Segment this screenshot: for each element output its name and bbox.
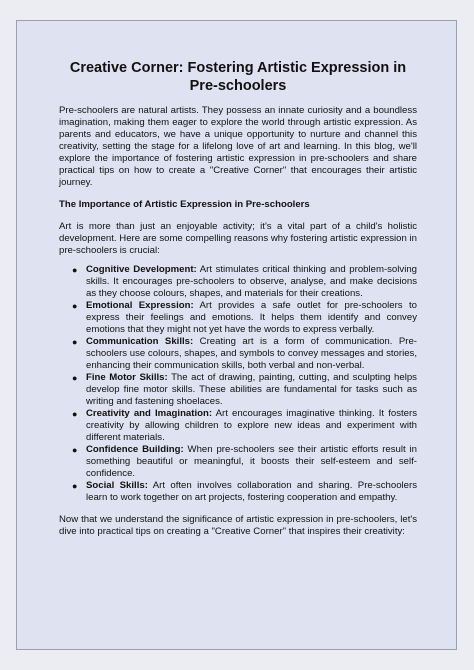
- bullet-icon: ●: [72, 445, 78, 455]
- list-item-text: Art encourages imaginative thinking. It fosters creativity by allowing children to explore new ideas and experiment with different materials.: [86, 408, 417, 443]
- list-item-text: Art provides a safe outlet for pre-schoolers to express their feelings and emotions. It helps them identify and convey emotions that they might not yet have the words to express verbally.: [86, 300, 417, 335]
- list-item: [59, 336, 417, 372]
- benefits-list: [59, 264, 417, 504]
- list-item-term: Creativity and Imagination:: [86, 408, 213, 419]
- bullet-icon: ●: [72, 301, 78, 311]
- page-title: Creative Corner: Fostering Artistic Expression in Pre-schoolers: [69, 60, 407, 94]
- list-item-term: Confidence Building:: [86, 444, 184, 455]
- bullet-icon: ●: [72, 481, 78, 491]
- list-item-term: Fine Motor Skills:: [86, 372, 168, 383]
- list-item-text: Art often involves collaboration and sharing. Pre-schoolers learn to work together on art projects, fostering cooperation and empathy.: [86, 480, 417, 503]
- list-item: [59, 408, 417, 444]
- document-page: [16, 20, 457, 650]
- bullet-icon: ●: [72, 265, 78, 275]
- list-item-term: Cognitive Development:: [86, 264, 197, 275]
- bullet-icon: ●: [72, 373, 78, 383]
- intro-paragraph: Pre-schoolers are natural artists. They possess an innate curiosity and a boundless imagination, making them eager to explore the world through artistic expression. As parents and educators, we have a unique opportunity to nurture and channel this creativity, setting the stage for a lifelong love of art and learning. In this blog, we'll explore the importance of fostering artistic expression in pre-schoolers and share practical tips on how to create a "Creative Corner" that encourages their artistic journey.: [59, 105, 417, 188]
- section-intro-paragraph: Art is more than just an enjoyable activity; it's a vital part of a child's holistic development. Here are some compelling reasons why fostering artistic expression in pre-schoolers is crucial:: [59, 221, 417, 256]
- closing-paragraph: Now that we understand the significance of artistic expression in pre-schoolers, let's dive into practical tips on creating a "Creative Corner" that inspires their creativity:: [59, 514, 417, 537]
- bullet-icon: ●: [72, 337, 78, 347]
- article: [59, 59, 417, 538]
- list-item-term: Emotional Expression:: [86, 300, 194, 311]
- list-item-text: Creating art is a form of communication. Pre-schoolers use colours, shapes, and symbols to convey messages and stories, enhancing their communication skills, both verbal and non-verbal.: [86, 336, 417, 371]
- list-item-text: The act of drawing, painting, cutting, and sculpting helps develop fine motor skills. These abilities are fundamental for tasks such as writing and fastening shoelaces.: [86, 372, 417, 407]
- list-item: [59, 264, 417, 300]
- list-item: [59, 480, 417, 504]
- bullet-icon: ●: [72, 409, 78, 419]
- list-item: [59, 300, 417, 336]
- list-item: [59, 372, 417, 408]
- list-item-term: Communication Skills:: [86, 336, 194, 347]
- section-heading: The Importance of Artistic Expression in Pre-schoolers: [59, 199, 310, 210]
- list-item-text: Art stimulates critical thinking and problem-solving skills. It encourages pre-schoolers to observe, analyse, and make decisions as they choose colours, shapes, and materials for their creations.: [86, 264, 418, 299]
- list-item-term: Social Skills:: [86, 480, 148, 491]
- list-item: [59, 444, 417, 480]
- list-item-text: When pre-schoolers see their artistic efforts result in something beautiful or meaningful, it boosts their self-esteem and self-confidence.: [86, 444, 417, 479]
